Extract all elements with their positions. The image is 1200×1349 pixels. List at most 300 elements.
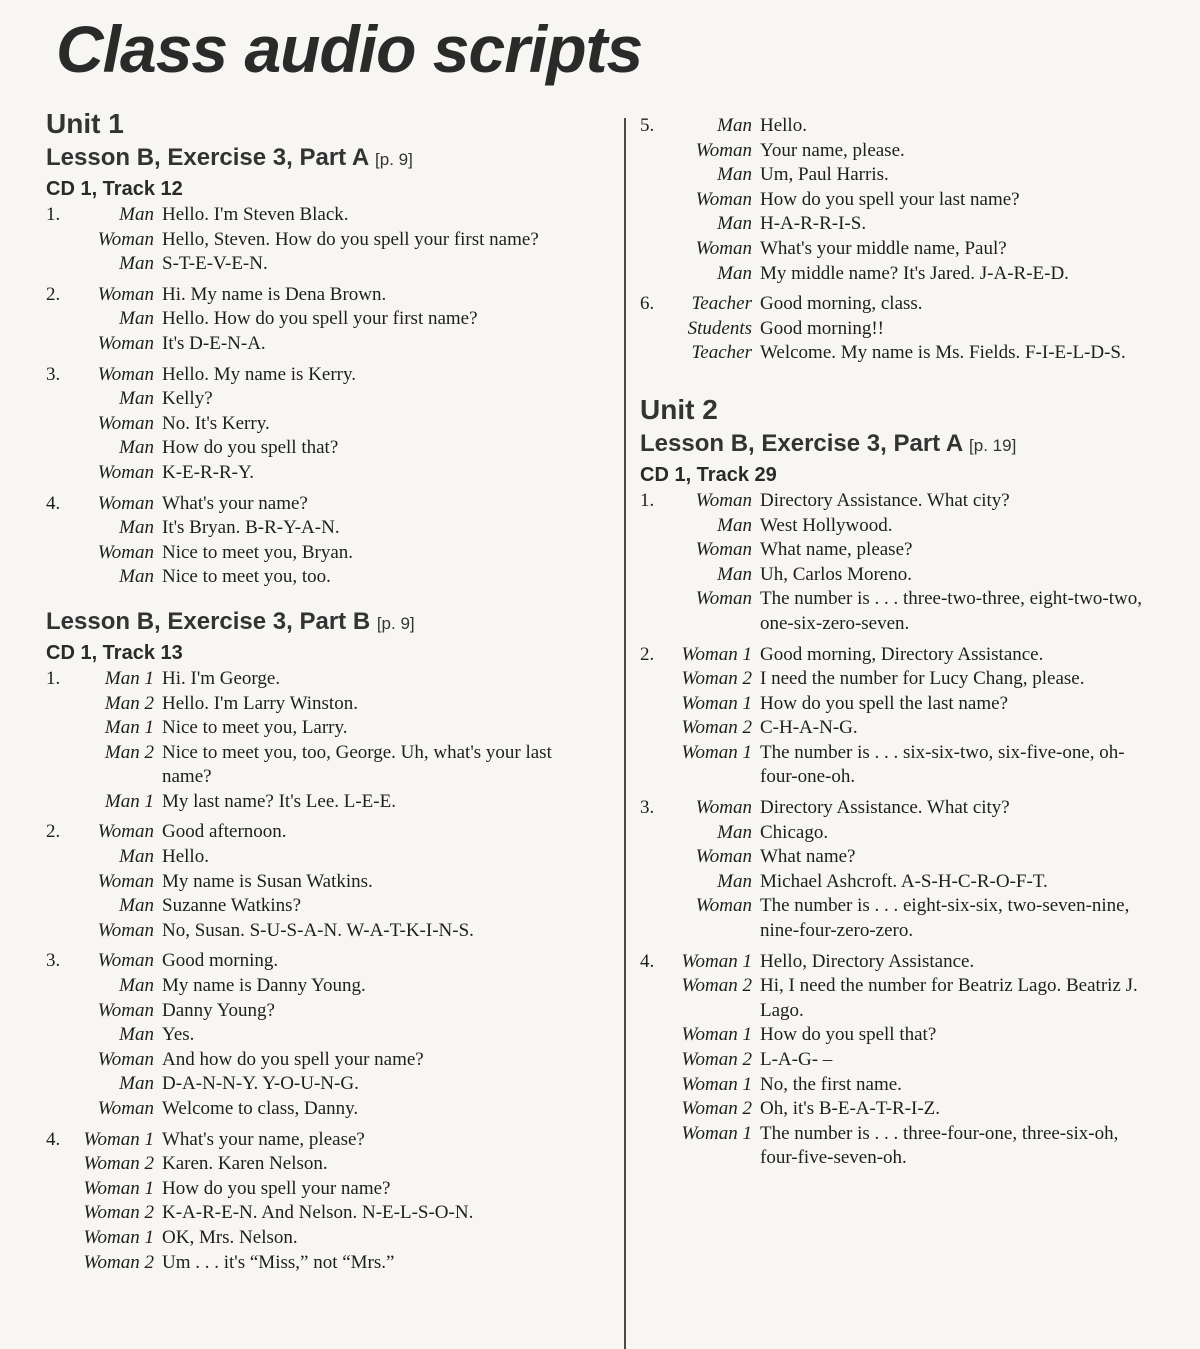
dialogue-number <box>640 741 672 790</box>
speaker-label: Man <box>717 115 752 136</box>
lesson-title: Lesson B, Exercise 3, Part A <box>46 144 369 171</box>
line-text: My name is Danny Young. <box>162 975 366 997</box>
line-text: What's your middle name, Paul? <box>760 237 1007 259</box>
line-text: K-E-R-R-Y. <box>162 461 255 483</box>
dialogue-line <box>46 1152 606 1177</box>
speaker-label: Woman 2 <box>83 1202 154 1224</box>
speaker-label: Man <box>119 253 154 275</box>
line-text: The number is . . . three-two-three, eight-two-two, one-six-zero-seven. <box>760 588 1142 634</box>
dialogue-line <box>46 741 606 790</box>
line-text: Nice to meet you, too. <box>162 566 331 588</box>
line-text: No, Susan. S-U-S-A-N. W-A-T-K-I-N-S. <box>162 919 474 941</box>
dialogue-line <box>46 1023 606 1048</box>
dialogue-line <box>46 1201 606 1226</box>
line-text: Nice to meet you, Bryan. <box>162 541 354 563</box>
dialogue-number <box>46 1251 72 1276</box>
speaker-label: Man <box>119 566 154 588</box>
speaker-label: Man 1 <box>104 667 154 689</box>
dialogue-line <box>640 292 1160 317</box>
dialogue <box>46 667 606 815</box>
line-text: West Hollywood. <box>760 514 893 536</box>
dialogue-line <box>640 741 1160 790</box>
dialogue-line <box>640 587 1160 636</box>
dialogue-number <box>640 587 672 636</box>
speaker-label: Woman 1 <box>83 1226 154 1248</box>
speaker-label: Man <box>717 870 752 892</box>
line-text: Good morning. <box>162 950 279 972</box>
speaker-label: Man <box>119 846 154 868</box>
lesson-section <box>46 144 606 590</box>
speaker-label: Woman <box>97 950 154 972</box>
speaker-label: Woman 1 <box>681 950 752 972</box>
left-column <box>46 108 606 1281</box>
speaker-label: Woman <box>695 895 752 917</box>
dialogue-number <box>46 974 72 999</box>
dialogue <box>46 1128 606 1276</box>
dialogue-number <box>46 692 72 717</box>
speaker-label: Woman <box>97 821 154 843</box>
dialogue-number <box>640 563 672 588</box>
dialogue-number <box>640 341 672 366</box>
line-text: Welcome. My name is Ms. Fields. F-I-E-L-D-S. <box>760 342 1126 364</box>
dialogue-line <box>46 332 606 357</box>
lesson-section <box>46 608 606 1275</box>
speaker-label: Woman <box>97 1098 154 1119</box>
line-text: Good afternoon. <box>162 821 287 843</box>
speaker-label: Woman <box>97 461 154 483</box>
dialogue-line <box>640 489 1160 514</box>
speaker-label: Woman <box>97 492 154 514</box>
speaker-label: Woman <box>695 797 752 819</box>
dialogue-number: 5. <box>640 115 655 136</box>
dialogue-line <box>640 317 1160 342</box>
dialogue-number <box>46 845 72 870</box>
speaker-label: Man <box>717 262 752 284</box>
line-text: Hello, Steven. How do you spell your first name? <box>162 228 539 250</box>
speaker-label: Woman 2 <box>681 1098 752 1120</box>
line-text: Welcome to class, Danny. <box>162 1098 359 1119</box>
dialogue-line <box>640 692 1160 717</box>
dialogue <box>46 203 606 277</box>
speaker-label: Man <box>119 1073 154 1095</box>
dialogue-number <box>640 188 672 213</box>
speaker-label: Man <box>717 213 752 235</box>
line-text: It's D-E-N-A. <box>162 332 266 354</box>
speaker-label: Woman 1 <box>83 1177 154 1199</box>
dialogue-line <box>640 974 1160 1023</box>
dialogue-number <box>46 1152 72 1177</box>
line-text: How do you spell your last name? <box>760 188 1020 210</box>
dialogue-number <box>640 1122 672 1171</box>
dialogue-number <box>46 1072 72 1097</box>
dialogue-number <box>46 541 72 566</box>
dialogue-line <box>640 262 1160 287</box>
dialogue-number <box>46 894 72 919</box>
dialogue-line <box>640 514 1160 539</box>
dialogue-number <box>640 262 672 287</box>
line-text: Good morning, Directory Assistance. <box>760 643 1044 665</box>
speaker-label: Man <box>119 895 154 917</box>
speaker-label: Man 2 <box>104 741 154 763</box>
track-heading: CD 1, Track 13 <box>46 641 183 664</box>
dialogue-number: 3. <box>640 797 655 819</box>
dialogue <box>640 114 1160 286</box>
speaker-label: Students <box>687 317 752 339</box>
dialogue-number: 1. <box>46 204 61 225</box>
line-text: My middle name? It's Jared. J-A-R-E-D. <box>760 262 1069 284</box>
speaker-label: Man <box>119 517 154 539</box>
dialogue-number: 6. <box>640 293 655 315</box>
dialogue-line <box>46 1048 606 1073</box>
dialogue-line <box>46 870 606 895</box>
dialogue <box>640 489 1160 637</box>
line-text: The number is . . . six-six-two, six-five-one, oh-four-one-oh. <box>760 741 1125 788</box>
dialogue-line <box>640 716 1160 741</box>
dialogue-number <box>46 332 72 357</box>
dialogue-line <box>46 692 606 717</box>
dialogue-line <box>46 252 606 277</box>
dialogue-number <box>640 237 672 262</box>
dialogue-number: 4. <box>46 1128 61 1150</box>
dialogue-number <box>640 894 672 943</box>
track-heading: CD 1, Track 12 <box>46 178 183 200</box>
speaker-label: Woman <box>695 539 752 561</box>
dialogue-line <box>46 307 606 332</box>
lesson-title: Lesson B, Exercise 3, Part B <box>46 607 371 635</box>
dialogue-line <box>640 212 1160 237</box>
speaker-label: Woman <box>97 1048 154 1070</box>
dialogue-line <box>46 1177 606 1202</box>
unit-2-heading: Unit 2 <box>640 393 718 425</box>
line-text: Hello. I'm Steven Black. <box>162 204 349 225</box>
speaker-label: Woman <box>695 237 752 259</box>
speaker-label: Woman <box>695 188 752 210</box>
speaker-label: Woman 1 <box>681 741 752 763</box>
dialogue-line <box>640 1097 1160 1122</box>
dialogue-line <box>640 1122 1160 1171</box>
line-text: Your name, please. <box>760 139 905 161</box>
line-text: Uh, Carlos Moreno. <box>760 563 912 585</box>
dialogue <box>46 949 606 1121</box>
dialogue-number <box>46 870 72 895</box>
line-text: And how do you spell your name? <box>162 1048 424 1070</box>
dialogue-line <box>46 283 606 308</box>
line-text: Good morning!! <box>760 317 885 339</box>
line-text: No. It's Kerry. <box>162 412 270 434</box>
speaker-label: Man <box>717 563 752 585</box>
dialogue-number <box>46 461 72 486</box>
speaker-label: Woman <box>97 999 154 1021</box>
speaker-label: Woman 2 <box>83 1251 154 1273</box>
dialogue-number <box>46 1226 72 1251</box>
speaker-label: Woman <box>97 283 154 305</box>
line-text: H-A-R-R-I-S. <box>760 213 867 235</box>
dialogue-number: 3. <box>46 950 61 972</box>
dialogue-line <box>640 538 1160 563</box>
dialogue-number <box>640 514 672 539</box>
line-text: The number is . . . eight-six-six, two-seven-nine, nine-four-zero-zero. <box>760 895 1130 942</box>
left-sections <box>46 144 606 1275</box>
dialogue-number <box>46 716 72 741</box>
dialogue-number: 4. <box>640 950 655 972</box>
dialogue-number <box>640 667 672 692</box>
line-text: Hello. <box>760 115 807 136</box>
line-text: Hello. How do you spell your first name? <box>162 308 478 330</box>
line-text: How do you spell your name? <box>162 1177 391 1199</box>
dialogue-line <box>46 716 606 741</box>
speaker-label: Teacher <box>691 342 752 364</box>
dialogue-number <box>640 974 672 1023</box>
line-text: No, the first name. <box>760 1073 902 1095</box>
dialogue-number <box>640 1097 672 1122</box>
dialogue-number <box>46 412 72 437</box>
speaker-label: Woman 2 <box>681 717 752 739</box>
dialogue-number <box>46 307 72 332</box>
lesson-heading <box>46 144 606 172</box>
line-text: Michael Ashcroft. A-S-H-C-R-O-F-T. <box>760 870 1048 892</box>
dialogue-line <box>46 492 606 517</box>
speaker-label: Man <box>119 308 154 330</box>
speaker-label: Man <box>717 164 752 186</box>
line-text: OK, Mrs. Nelson. <box>162 1226 298 1248</box>
dialogue-line <box>640 821 1160 846</box>
dialogue-number <box>46 1177 72 1202</box>
continued-dialogues <box>640 114 1160 366</box>
page-ref: [p. 19] <box>969 435 1017 455</box>
page-ref: [p. 9] <box>375 150 413 169</box>
dialogue-line <box>640 237 1160 262</box>
line-text: How do you spell that? <box>760 1024 937 1046</box>
line-text: Chicago. <box>760 821 829 843</box>
dialogue-line <box>46 1128 606 1153</box>
speaker-label: Man 2 <box>104 692 154 714</box>
speaker-label: Man <box>119 204 154 225</box>
line-text: Danny Young? <box>162 999 275 1021</box>
line-text: The number is . . . three-four-one, three-six-oh, four-five-seven-oh. <box>760 1122 1119 1169</box>
speaker-label: Woman <box>97 228 154 250</box>
dialogue-number <box>46 387 72 412</box>
dialogue-line <box>640 667 1160 692</box>
right-column <box>640 114 1160 1177</box>
dialogue-line <box>46 894 606 919</box>
speaker-label: Woman 1 <box>681 692 752 714</box>
line-text: Um . . . it's “Miss,” not “Mrs.” <box>162 1251 395 1273</box>
speaker-label: Woman <box>97 919 154 941</box>
dialogue-line <box>640 139 1160 164</box>
dialogue-number <box>46 919 72 944</box>
dialogue-line <box>640 643 1160 668</box>
dialogue-line <box>46 387 606 412</box>
dialogue-number <box>640 1023 672 1048</box>
dialogue-line <box>46 919 606 944</box>
line-text: K-A-R-E-N. And Nelson. N-E-L-S-O-N. <box>162 1202 474 1224</box>
dialogue-line <box>46 820 606 845</box>
speaker-label: Woman <box>97 363 154 385</box>
dialogue <box>46 283 606 357</box>
line-text: It's Bryan. B-R-Y-A-N. <box>162 517 340 539</box>
dialogue-line <box>640 163 1160 188</box>
dialogue-line <box>640 845 1160 870</box>
speaker-label: Woman 1 <box>681 643 752 665</box>
dialogue-line <box>46 516 606 541</box>
dialogue <box>46 820 606 943</box>
dialogue <box>640 292 1160 366</box>
dialogue-number: 1. <box>640 489 655 511</box>
lesson-heading <box>46 608 606 636</box>
dialogue-line <box>46 999 606 1024</box>
line-text: Nice to meet you, too, George. Uh, what's your last name? <box>162 741 552 788</box>
speaker-label: Woman 1 <box>681 1073 752 1095</box>
speaker-label: Man <box>717 821 752 843</box>
dialogue-line <box>46 1072 606 1097</box>
page-title: Class audio scripts <box>56 12 643 86</box>
dialogue-line <box>46 412 606 437</box>
line-text: Good morning, class. <box>760 293 923 315</box>
line-text: My last name? It's Lee. L-E-E. <box>162 790 396 812</box>
dialogue-number <box>640 1048 672 1073</box>
dialogue-line <box>46 1251 606 1276</box>
speaker-label: Woman <box>97 412 154 434</box>
line-text: How do you spell that? <box>162 437 339 459</box>
dialogue-line <box>46 436 606 461</box>
speaker-label: Woman <box>97 332 154 354</box>
speaker-label: Woman <box>97 870 154 892</box>
speaker-label: Man <box>119 975 154 997</box>
dialogue <box>640 643 1160 791</box>
dialogue-line <box>46 565 606 590</box>
dialogue-line <box>640 1048 1160 1073</box>
dialogue-line <box>46 228 606 253</box>
line-text: How do you spell the last name? <box>760 692 1009 714</box>
dialogue-line <box>640 563 1160 588</box>
dialogue-number <box>640 692 672 717</box>
speaker-label: Man <box>119 1024 154 1046</box>
speaker-label: Woman 2 <box>681 975 752 997</box>
line-text: What name, please? <box>760 539 913 561</box>
line-text: Kelly? <box>162 388 213 410</box>
dialogue-line <box>640 188 1160 213</box>
line-text: What's your name, please? <box>162 1128 365 1150</box>
dialogue-line <box>640 114 1160 139</box>
line-text: Directory Assistance. What city? <box>760 489 1010 511</box>
dialogue-number <box>46 999 72 1024</box>
dialogue-number <box>46 252 72 277</box>
speaker-label: Man 1 <box>104 717 154 739</box>
speaker-label: Man 1 <box>104 790 154 812</box>
dialogue-line <box>46 461 606 486</box>
dialogue-line <box>640 341 1160 366</box>
speaker-label: Man <box>717 514 752 536</box>
line-text: L-A-G- – <box>760 1049 833 1070</box>
dialogue-number <box>46 1023 72 1048</box>
speaker-label: Woman <box>695 588 752 610</box>
dialogue-number <box>46 1048 72 1073</box>
dialogue-line <box>46 790 606 815</box>
dialogue-number <box>640 1073 672 1098</box>
track-heading: CD 1, Track 29 <box>640 463 777 486</box>
line-text: Hello. <box>162 846 209 868</box>
speaker-label: Woman 1 <box>681 1122 752 1144</box>
speaker-label: Woman 2 <box>681 1049 752 1070</box>
column-divider <box>624 118 626 1349</box>
speaker-label: Woman <box>695 139 752 161</box>
dialogue-number <box>46 436 72 461</box>
dialogue-number: 4. <box>46 492 61 514</box>
dialogue-number <box>640 870 672 895</box>
speaker-label: Woman 2 <box>681 668 752 690</box>
line-text: Hi. My name is Dena Brown. <box>162 283 387 305</box>
dialogue-number: 3. <box>46 363 61 385</box>
dialogue-number <box>640 317 672 342</box>
dialogue-number <box>46 790 72 815</box>
dialogue <box>46 363 606 486</box>
dialogue-line <box>46 541 606 566</box>
dialogue-line <box>46 974 606 999</box>
speaker-label: Teacher <box>691 293 752 315</box>
dialogue-number <box>640 212 672 237</box>
line-text: Directory Assistance. What city? <box>760 797 1010 819</box>
dialogue-line <box>640 950 1160 975</box>
dialogue-number <box>46 1097 72 1122</box>
dialogue-number <box>46 1201 72 1226</box>
line-text: C-H-A-N-G. <box>760 717 858 739</box>
page-ref: [p. 9] <box>376 613 415 633</box>
speaker-label: Man <box>119 388 154 410</box>
dialogue-number <box>640 821 672 846</box>
dialogue-line <box>640 796 1160 821</box>
dialogue-line <box>46 667 606 692</box>
speaker-label: Man <box>119 437 154 459</box>
dialogue-number <box>640 845 672 870</box>
speaker-label: Woman 1 <box>83 1128 154 1150</box>
dialogue-line <box>46 1226 606 1251</box>
dialogue-number <box>46 565 72 590</box>
dialogue-line <box>640 894 1160 943</box>
dialogue-number: 2. <box>640 643 655 665</box>
right-dialogues <box>640 489 1160 1171</box>
dialogue-number: 2. <box>46 821 61 843</box>
dialogue-number: 1. <box>46 667 61 689</box>
speaker-label: Woman <box>97 541 154 563</box>
line-text: Hello. My name is Kerry. <box>162 363 356 385</box>
lesson-heading: Lesson B, Exercise 3, Part A [p. 19] <box>640 429 1017 457</box>
line-text: I need the number for Lucy Chang, please. <box>760 668 1085 690</box>
speaker-label: Woman 2 <box>83 1153 154 1175</box>
speaker-label: Woman 1 <box>681 1024 752 1046</box>
line-text: Yes. <box>162 1024 195 1046</box>
dialogue-line <box>46 1097 606 1122</box>
unit-1-heading: Unit 1 <box>46 108 124 139</box>
dialogue <box>640 950 1160 1171</box>
line-text: My name is Susan Watkins. <box>162 870 373 892</box>
dialogue <box>46 492 606 590</box>
dialogue <box>640 796 1160 944</box>
dialogue-line <box>640 1073 1160 1098</box>
dialogue-number <box>640 716 672 741</box>
line-text: S-T-E-V-E-N. <box>162 253 268 275</box>
dialogue-number <box>640 139 672 164</box>
line-text: Hi. I'm George. <box>162 667 281 689</box>
line-text: Hi, I need the number for Beatriz Lago. Beatriz J. Lago. <box>760 975 1138 1021</box>
dialogue-number <box>640 163 672 188</box>
line-text: Suzanne Watkins? <box>162 895 302 917</box>
line-text: Oh, it's B-E-A-T-R-I-Z. <box>760 1098 941 1120</box>
dialogue-number <box>46 516 72 541</box>
line-text: D-A-N-N-Y. Y-O-U-N-G. <box>162 1073 359 1095</box>
dialogue-line <box>46 845 606 870</box>
speaker-label: Woman <box>695 846 752 868</box>
line-text: Nice to meet you, Larry. <box>162 717 348 739</box>
